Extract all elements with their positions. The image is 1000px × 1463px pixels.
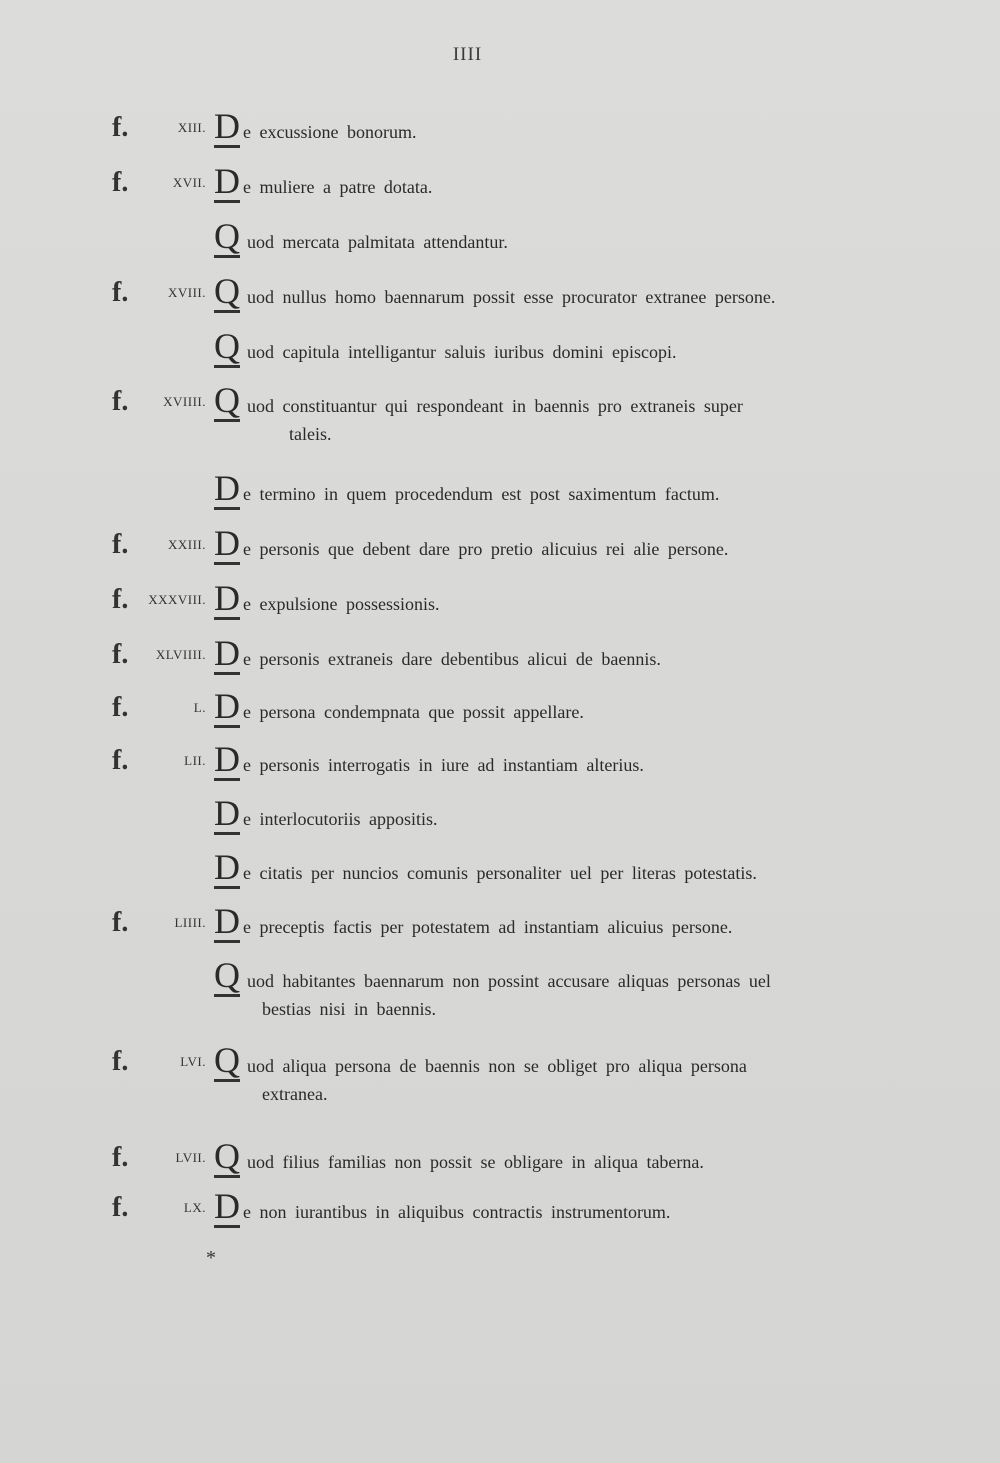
folio-mark: f.: [112, 907, 129, 938]
chapter-numeral: XXIII.: [167, 537, 206, 552]
index-entry: [0, 326, 1000, 376]
folio-mark: f.: [112, 692, 129, 723]
asterisk-mark: *: [206, 1247, 216, 1269]
entry-text: uod capitula intelligantur saluis iuribus domini episcopi.: [247, 342, 677, 362]
entry-continuation: bestias nisi in baennis.: [262, 999, 436, 1019]
index-entry: [0, 633, 1000, 683]
folio-mark: f.: [112, 112, 129, 143]
initial-letter: D: [214, 578, 240, 618]
initial-letter: Q: [214, 271, 240, 311]
initial-letter: D: [214, 847, 240, 887]
folio-mark: f.: [112, 167, 129, 198]
chapter-numeral: L.: [193, 700, 206, 715]
folio-mark: f.: [112, 529, 129, 560]
entry-text: e termino in quem procedendum est post saximentum factum.: [243, 484, 720, 504]
folio-mark: f.: [112, 1192, 129, 1223]
entry-text: uod nullus homo baennarum possit esse procurator extranee persone.: [247, 287, 776, 307]
entry-continuation: extranea.: [262, 1084, 328, 1104]
chapter-numeral: LX.: [183, 1200, 206, 1215]
chapter-numeral: XVIIII.: [163, 394, 206, 409]
initial-letter: Q: [214, 380, 240, 420]
entry-text: uod aliqua persona de baennis non se obliget pro aliqua persona: [247, 1056, 747, 1076]
entry-text: e muliere a patre dotata.: [243, 177, 433, 197]
index-entry: [0, 1186, 1000, 1236]
folio-mark: f.: [112, 277, 129, 308]
initial-letter: Q: [214, 1136, 240, 1176]
initial-letter: D: [214, 686, 240, 726]
chapter-numeral: LIIII.: [174, 915, 206, 930]
index-entry: [0, 847, 1000, 897]
entry-text: e excussione bonorum.: [243, 122, 417, 142]
index-entry: [0, 1136, 1000, 1186]
initial-letter: Q: [214, 216, 240, 256]
initial-letter: D: [214, 793, 240, 833]
folio-mark: f.: [112, 1046, 129, 1077]
index-entry: [0, 106, 1000, 156]
chapter-numeral: XVII.: [172, 175, 206, 190]
entry-text: e persona condempnata que possit appellare.: [243, 702, 584, 722]
index-entry: [0, 901, 1000, 951]
chapter-numeral: LVI.: [180, 1054, 206, 1069]
initial-letter: Q: [214, 955, 240, 995]
index-entry: [0, 686, 1000, 736]
entry-text: e personis interrogatis in iure ad instantiam alterius.: [243, 755, 644, 775]
folio-mark: f.: [112, 1142, 129, 1173]
entry-text: e citatis per nuncios comunis personaliter uel per literas potestatis.: [243, 863, 757, 883]
chapter-numeral: XXXVIII.: [148, 592, 206, 607]
initial-letter: D: [214, 161, 240, 201]
index-entry: [0, 216, 1000, 266]
entry-text: e personis que debent dare pro pretio alicuius rei alie persone.: [243, 539, 729, 559]
index-entry: [0, 1040, 1000, 1126]
chapter-numeral: XVIII.: [167, 285, 206, 300]
initial-letter: Q: [214, 1040, 240, 1080]
index-entry: [0, 739, 1000, 789]
index-entry: [0, 793, 1000, 843]
initial-letter: D: [214, 106, 240, 146]
index-entry: [0, 380, 1000, 466]
initial-letter: D: [214, 901, 240, 941]
entry-text: uod mercata palmitata attendantur.: [247, 232, 508, 252]
entry-text: e preceptis factis per potestatem ad instantiam alicuius persone.: [243, 917, 733, 937]
index-entry: [0, 271, 1000, 321]
chapter-numeral: LVII.: [175, 1150, 206, 1165]
chapter-numeral: LII.: [184, 753, 206, 768]
entry-text: uod habitantes baennarum non possint accusare aliquas personas uel: [247, 971, 771, 991]
folio-mark: f.: [112, 745, 129, 776]
folio-mark: f.: [112, 386, 129, 417]
initial-letter: D: [214, 523, 240, 563]
index-entry: [0, 523, 1000, 573]
page-number: IIII: [452, 44, 483, 65]
entry-text: e expulsione possessionis.: [243, 594, 440, 614]
chapter-numeral: XIII.: [177, 120, 206, 135]
index-entry: [0, 578, 1000, 628]
entry-text: e non iurantibus in aliquibus contractis instrumentorum.: [243, 1202, 671, 1222]
folio-mark: f.: [112, 639, 129, 670]
initial-letter: D: [214, 633, 240, 673]
entry-continuation: taleis.: [289, 424, 332, 444]
index-entry: [0, 955, 1000, 1041]
initial-letter: D: [214, 468, 240, 508]
index-entry: [0, 468, 1000, 518]
initial-letter: D: [214, 1186, 240, 1226]
initial-letter: D: [214, 739, 240, 779]
entry-text: uod filius familias non possit se obligare in aliqua taberna.: [247, 1152, 704, 1172]
index-entry: [0, 161, 1000, 211]
entry-text: uod constituantur qui respondeant in baennis pro extraneis super: [247, 396, 743, 416]
folio-mark: f.: [112, 584, 129, 615]
chapter-numeral: XLVIIII.: [155, 647, 206, 662]
entry-text: e interlocutoriis appositis.: [243, 809, 438, 829]
entry-text: e personis extraneis dare debentibus alicui de baennis.: [243, 649, 661, 669]
initial-letter: Q: [214, 326, 240, 366]
